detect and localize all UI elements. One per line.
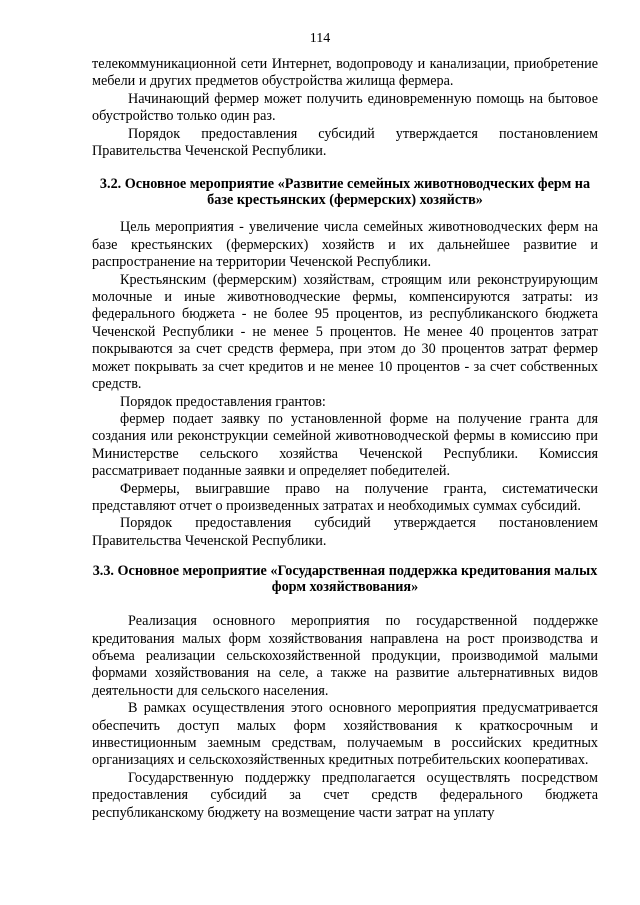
paragraph: Государственную поддержку предполагается осуществлять посредством предоставления субсидий за счет средств федерального бюджета республиканскому бюджету на возмещение части затрат на уплату bbox=[92, 769, 598, 821]
paragraph: Порядок предоставления грантов: bbox=[120, 393, 326, 410]
paragraph: Порядок предоставления субсидий утверждается постановлением Правительства Чеченской Республики. bbox=[92, 515, 598, 549]
paragraph: В рамках осуществления этого основного мероприятия предусматривается обеспечить доступ малых форм хозяйствования к краткосрочным и инвестиционным заемным средствам, получаемым в российских кредитных организациях и сельскохозяйственных кредитных потребительских кооперативах. bbox=[92, 700, 598, 769]
page-number: 114 bbox=[309, 31, 331, 46]
paragraph: Фермеры, выигравшие право на получение гранта, систематически представляют отчет о произведенных затратах и необходимых суммах субсидий. bbox=[92, 480, 598, 514]
paragraph: Реализация основного мероприятия по государственной поддержке кредитования малых форм хозяйствования направлена на рост производства и объема реализации сельскохозяйственной продукции, производимой малыми формами хозяйствования на селе, а также на развитие альтернативных видов деятельности для сельского населения. bbox=[92, 613, 598, 699]
paragraph: телекоммуникационной сети Интернет, водопроводу и канализации, приобретение мебели и других предметов обустройства жилища фермера. bbox=[92, 56, 598, 90]
paragraph: Порядок предоставления субсидий утверждается постановлением Правительства Чеченской Республики. bbox=[92, 125, 598, 160]
section-heading-3-2: 3.2. Основное мероприятие «Развитие семейных животноводческих ферм на базе крестьянских (фермерских) хозяйств» bbox=[99, 176, 591, 209]
paragraph: Крестьянским (фермерским) хозяйствам, строящим или реконструирующим молочные и иные животноводческие фермы, компенсируются затраты: из федерального бюджета - не более 95 процентов, из республиканского бюджета Чеченской Республики - не менее 5 процентов. Не менее 40 процентов затрат покрываются за счет средств фермера, при этом до 30 процентов затрат фермер может покрывать за счет кредитов и не менее 10 процентов - за счет собственных средств. bbox=[92, 271, 598, 393]
document-body bbox=[92, 56, 598, 822]
paragraph: Цель мероприятия - увеличение числа семейных животноводческих ферм на базе крестьянских (фермерских) хозяйств и их дальнейшее развитие и распространение на территории Чеченской Республики. bbox=[92, 219, 598, 271]
paragraph: фермер подает заявку по установленной форме на получение гранта для создания или реконструкции семейной животноводческой фермы в комиссию при Министерстве сельского хозяйства Чеченской Республики. Комиссия рассматривает поданные заявки и определяет победителей. bbox=[92, 410, 598, 480]
section-heading-3-3: 3.3. Основное мероприятие «Государственная поддержка кредитования малых форм хозяйствования» bbox=[92, 563, 598, 596]
paragraph: Начинающий фермер может получить единовременную помощь на бытовое обустройство только один раз. bbox=[92, 90, 598, 125]
